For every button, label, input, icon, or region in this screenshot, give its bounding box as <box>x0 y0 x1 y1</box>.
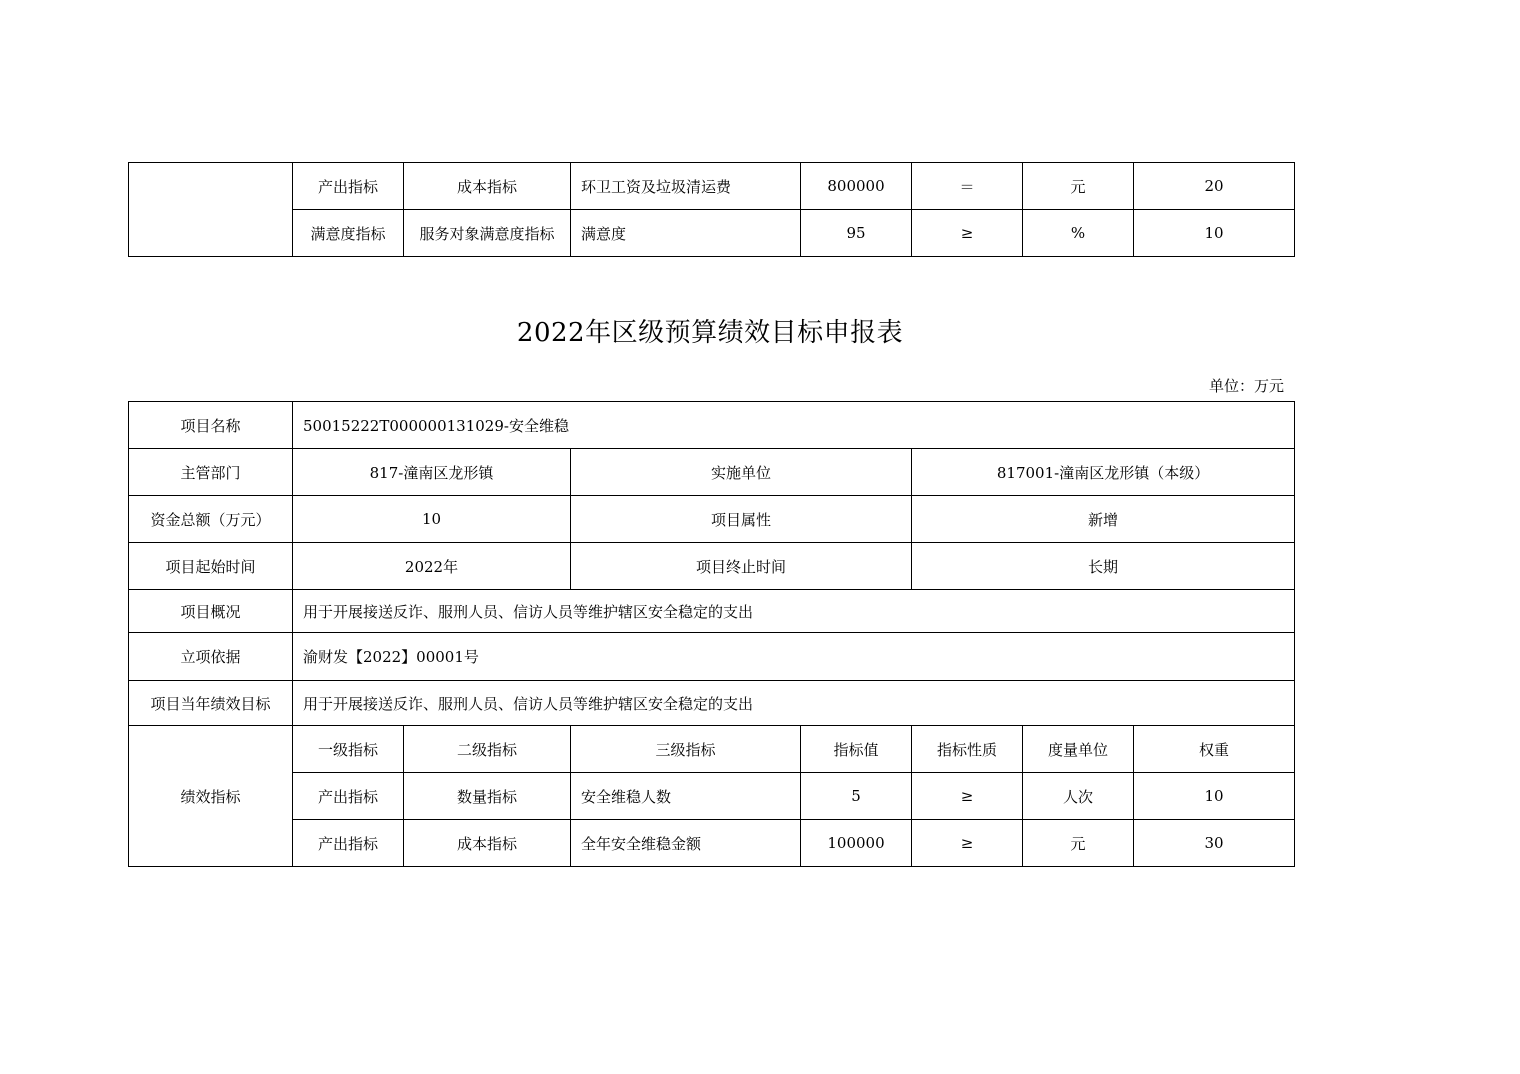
dept-value: 817-潼南区龙形镇 <box>293 449 571 496</box>
overview-value: 用于开展接送反诈、服刑人员、信访人员等维护辖区安全稳定的支出 <box>293 590 1295 633</box>
level3-cell: 全年安全维稳金额 <box>571 820 801 867</box>
level1-cell: 产出指标 <box>293 820 404 867</box>
weight-cell: 20 <box>1134 163 1295 210</box>
level2-cell: 服务对象满意度指标 <box>404 210 571 257</box>
table-row <box>129 163 1295 210</box>
funds-row <box>129 496 1295 543</box>
basis-row <box>129 633 1295 681</box>
nature-cell: ＝ <box>912 163 1023 210</box>
overview-label: 项目概况 <box>129 590 293 633</box>
project-name-value: 50015222T000000131029-安全维稳 <box>293 402 1295 449</box>
header-level2: 二级指标 <box>404 726 571 773</box>
blank-cell <box>129 163 293 257</box>
end-label: 项目终止时间 <box>571 543 912 590</box>
header-level1: 一级指标 <box>293 726 404 773</box>
header-nature: 指标性质 <box>912 726 1023 773</box>
header-weight: 权重 <box>1134 726 1295 773</box>
unit-cell: % <box>1023 210 1134 257</box>
budget-form-table <box>128 401 1295 867</box>
level1-cell: 产出指标 <box>293 163 404 210</box>
project-name-label: 项目名称 <box>129 402 293 449</box>
level3-cell: 安全维稳人数 <box>571 773 801 820</box>
nature-cell: ≥ <box>912 820 1023 867</box>
value-cell: 5 <box>801 773 912 820</box>
attr-value: 新增 <box>912 496 1295 543</box>
start-label: 项目起始时间 <box>129 543 293 590</box>
level2-cell: 成本指标 <box>404 163 571 210</box>
level2-cell: 成本指标 <box>404 820 571 867</box>
header-level3: 三级指标 <box>571 726 801 773</box>
basis-label: 立项依据 <box>129 633 293 681</box>
indicators-label: 绩效指标 <box>129 726 293 867</box>
overview-row <box>129 590 1295 633</box>
funds-label: 资金总额（万元） <box>129 496 293 543</box>
level3-cell: 环卫工资及垃圾清运费 <box>571 163 801 210</box>
goal-value: 用于开展接送反诈、服刑人员、信访人员等维护辖区安全稳定的支出 <box>293 681 1295 726</box>
header-unit: 度量单位 <box>1023 726 1134 773</box>
start-value: 2022年 <box>293 543 571 590</box>
dept-row <box>129 449 1295 496</box>
weight-cell: 30 <box>1134 820 1295 867</box>
end-value: 长期 <box>912 543 1295 590</box>
table-row <box>129 820 1295 867</box>
level1-cell: 满意度指标 <box>293 210 404 257</box>
unit-cell: 元 <box>1023 163 1134 210</box>
nature-cell: ≥ <box>912 210 1023 257</box>
attr-label: 项目属性 <box>571 496 912 543</box>
weight-cell: 10 <box>1134 773 1295 820</box>
value-cell: 100000 <box>801 820 912 867</box>
unit-cell: 人次 <box>1023 773 1134 820</box>
time-row <box>129 543 1295 590</box>
header-value: 指标值 <box>801 726 912 773</box>
level2-cell: 数量指标 <box>404 773 571 820</box>
goal-row <box>129 681 1295 726</box>
nature-cell: ≥ <box>912 773 1023 820</box>
funds-value: 10 <box>293 496 571 543</box>
dept-label: 主管部门 <box>129 449 293 496</box>
impl-unit-label: 实施单位 <box>571 449 912 496</box>
impl-unit-value: 817001-潼南区龙形镇（本级） <box>912 449 1295 496</box>
unit-cell: 元 <box>1023 820 1134 867</box>
weight-cell: 10 <box>1134 210 1295 257</box>
indicator-header-row <box>129 726 1295 773</box>
form-title: 2022年区级预算绩效目标申报表 <box>516 318 904 348</box>
table-row <box>129 210 1295 257</box>
table-row <box>129 773 1295 820</box>
level3-cell: 满意度 <box>571 210 801 257</box>
unit-label: 单位：万元 <box>1208 377 1284 395</box>
goal-label: 项目当年绩效目标 <box>129 681 293 726</box>
value-cell: 800000 <box>801 163 912 210</box>
basis-value: 渝财发【2022】00001号 <box>293 633 1295 681</box>
previous-indicators-table <box>128 162 1295 257</box>
value-cell: 95 <box>801 210 912 257</box>
level1-cell: 产出指标 <box>293 773 404 820</box>
project-name-row <box>129 402 1295 449</box>
